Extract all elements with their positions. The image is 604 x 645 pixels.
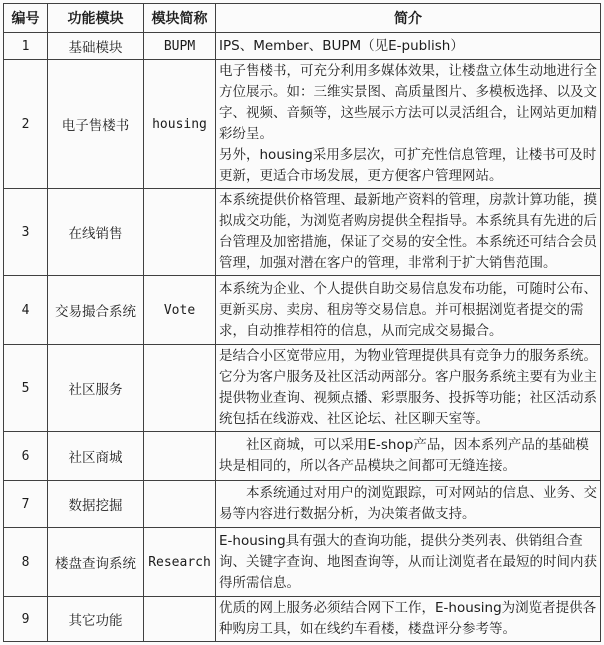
module-name-cell: 其它功能 — [48, 597, 144, 642]
desc-paragraph: 电子售楼书，可充分利用多媒体效果，让楼盘立体生动地进行全方位展示。如：三维实景图、高质量图片、多模板选择、以及文字、视频、音频等，这些展示方法可以灵活组合，让网站更加精彩纷呈。 — [219, 63, 597, 142]
row-number-cell: 6 — [4, 432, 48, 481]
module-name-cell: 电子售楼书 — [48, 60, 144, 189]
module-name-cell: 楼盘查询系统 — [48, 528, 144, 597]
table-row — [4, 345, 601, 432]
col-header-module: 功能模块 — [48, 4, 144, 33]
desc-paragraph: 本系统通过对用户的浏览跟踪，可对网站的信息、业务、交易等内容进行数据分析，为决策者做支持。 — [219, 485, 597, 522]
module-name-cell: 社区服务 — [48, 345, 144, 432]
table-row — [4, 33, 601, 60]
module-name-cell: 在线销售 — [48, 189, 144, 276]
table-row — [4, 528, 601, 597]
row-number-cell: 1 — [4, 33, 48, 60]
desc-paragraph: 本系统为企业、个人提供自助交易信息发布功能，可随时公布、更新买房、卖房、租房等交易信息。并可根据浏览者提交的需求，自动推荐相符的信息，从而完成交易撮合。 — [219, 280, 597, 339]
module-desc-cell — [216, 345, 601, 432]
module-desc-cell — [216, 432, 601, 481]
desc-paragraph: 是结合小区宽带应用，为物业管理提供具有竞争力的服务系统。它分为客户服务及社区活动两部分。客户服务系统主要有为业主提供物业查询、视频点播、彩票服务、投拆等功能；社区活动系统包括在线游戏、社区论坛、社区聊天室等。 — [219, 348, 597, 427]
module-name-cell: 基础模块 — [48, 33, 144, 60]
module-abbr-cell — [144, 345, 216, 432]
module-desc-cell — [216, 528, 601, 597]
module-abbr-cell: Vote — [144, 276, 216, 345]
table-row — [4, 481, 601, 528]
row-number-cell: 9 — [4, 597, 48, 642]
module-name-cell: 交易撮合系统 — [48, 276, 144, 345]
module-desc-cell — [216, 33, 601, 60]
module-abbr-cell — [144, 597, 216, 642]
desc-paragraph: 本系统提供价格管理、最新地产资料的管理，房款计算功能，摸拟成交功能，为浏览者购房提供全程指导。本系统具有先进的后台管理及加密措施，保证了交易的安全性。本系统还可结合会员管理，加强对潜在客户的管理，非常利于扩大销售范围。 — [219, 192, 597, 271]
module-abbr-cell: BUPM — [144, 33, 216, 60]
module-abbr-cell — [144, 432, 216, 481]
row-number-cell: 2 — [4, 60, 48, 189]
desc-paragraph: 优质的网上服务必须结合网下工作，E-housing为浏览者提供各种购房工具，如在线约车看楼，楼盘评分参考等。 — [219, 600, 597, 637]
table-row — [4, 597, 601, 642]
row-number-cell: 4 — [4, 276, 48, 345]
desc-paragraph: E-housing具有强大的查询功能，提供分类列表、供销组合查询、关键字查询、地图查询等，从而让浏览者在最短的时间内获得所需信息。 — [219, 532, 597, 591]
row-number-cell: 7 — [4, 481, 48, 528]
module-abbr-cell: housing — [144, 60, 216, 189]
col-header-abbr: 模块简称 — [144, 4, 216, 33]
row-number-cell: 8 — [4, 528, 48, 597]
table-header-row — [4, 4, 601, 33]
module-name-cell: 社区商城 — [48, 432, 144, 481]
row-number-cell: 3 — [4, 189, 48, 276]
module-desc-cell — [216, 597, 601, 642]
table-row — [4, 276, 601, 345]
module-desc-cell — [216, 481, 601, 528]
module-abbr-cell — [144, 189, 216, 276]
table-row — [4, 432, 601, 481]
row-number-cell: 5 — [4, 345, 48, 432]
module-abbr-cell: Research — [144, 528, 216, 597]
col-header-id: 编号 — [4, 4, 48, 33]
module-desc-cell — [216, 276, 601, 345]
col-header-desc: 简介 — [216, 4, 601, 33]
module-abbr-cell — [144, 481, 216, 528]
desc-paragraph: 社区商城，可以采用E-shop产品，因本系列产品的基础模块是相同的，所以各产品模块之间都可无缝连接。 — [219, 437, 589, 474]
feature-module-table — [3, 3, 601, 642]
table-row — [4, 189, 601, 276]
table-row — [4, 60, 601, 189]
module-desc-cell — [216, 189, 601, 276]
module-name-cell: 数据挖掘 — [48, 481, 144, 528]
desc-paragraph: 另外，housing采用多层次，可扩充性信息管理，让楼书可及时更新，更适合市场发展，更方便客户管理网站。 — [219, 147, 597, 184]
module-desc-cell — [216, 60, 601, 189]
desc-paragraph: IPS、Member、BUPM（见E-publish） — [219, 37, 464, 54]
